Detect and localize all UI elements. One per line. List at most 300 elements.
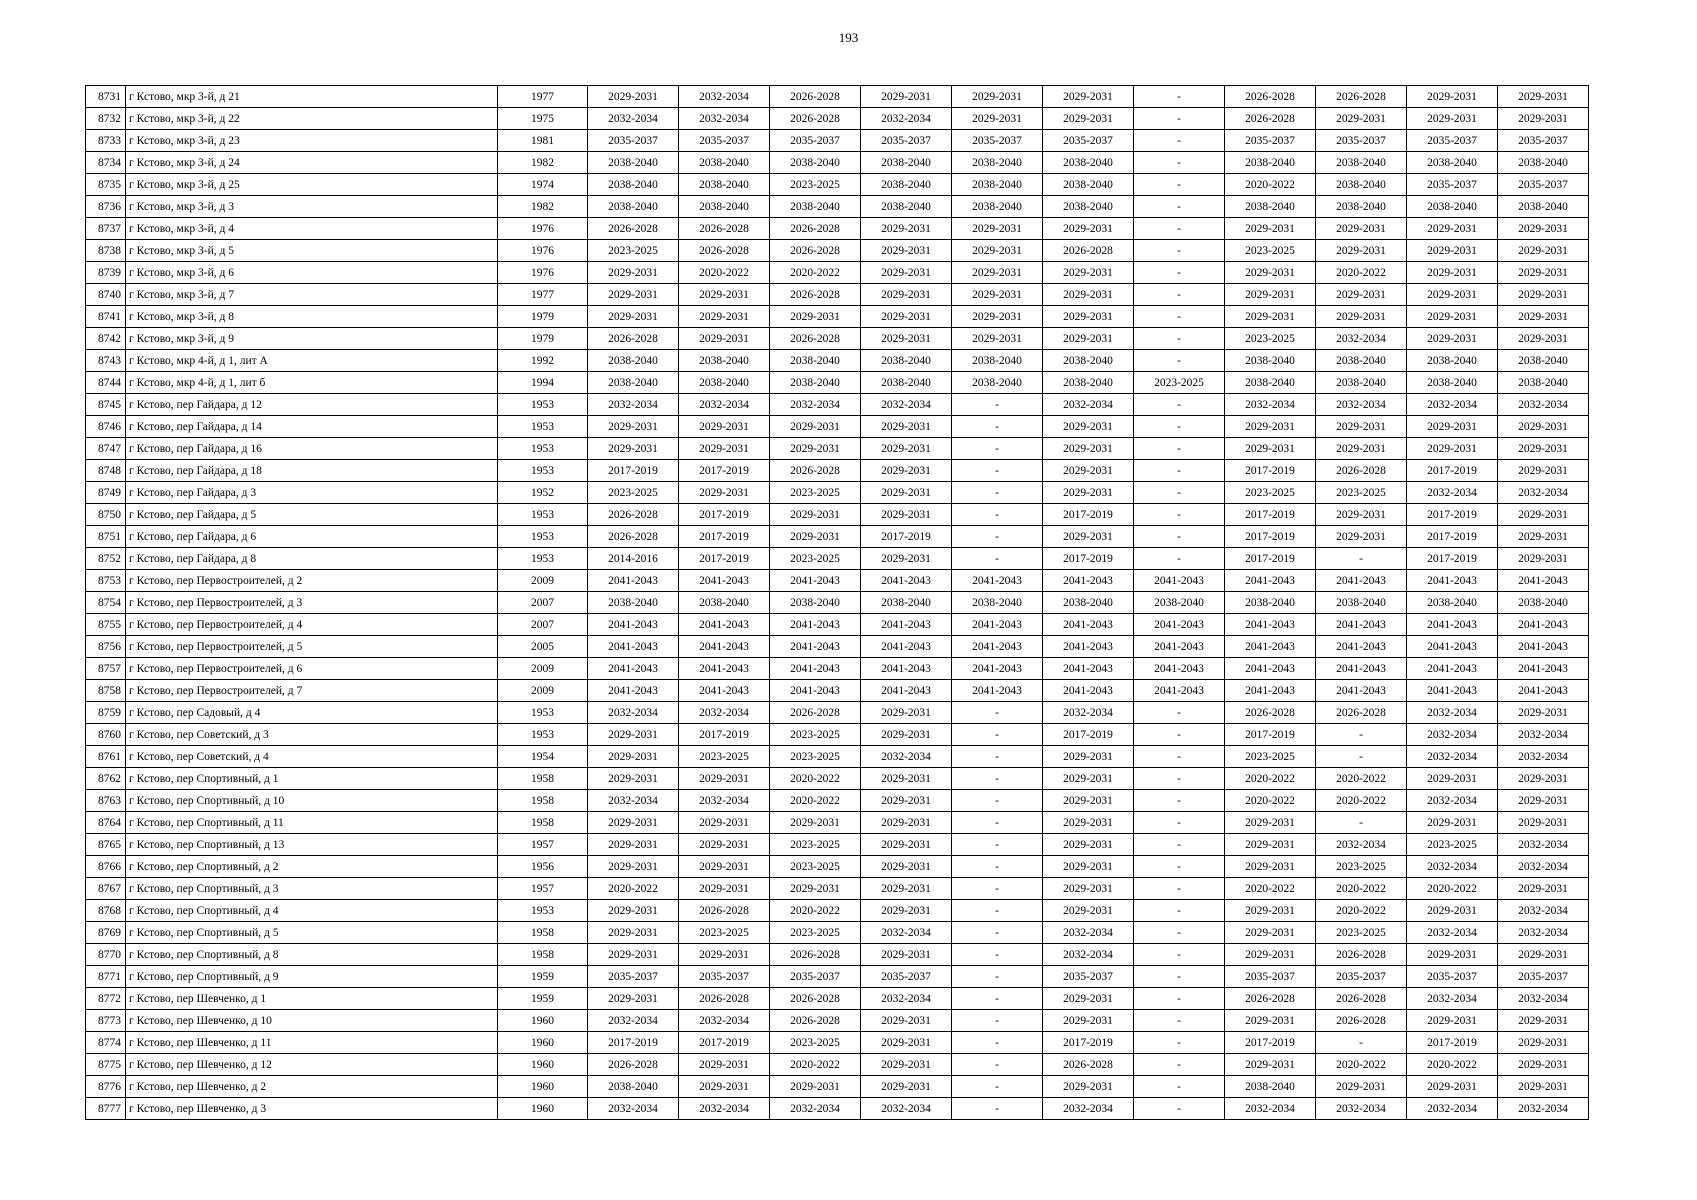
cell-p2: 2038-2040 [679, 152, 770, 174]
cell-p3: 2029-2031 [770, 416, 861, 438]
cell-address: г Кстово, пер Спортивный, д 3 [126, 878, 498, 900]
table-row [86, 878, 1589, 900]
cell-p8: 2035-2037 [1225, 130, 1316, 152]
cell-p2: 2029-2031 [679, 768, 770, 790]
cell-p5: - [952, 504, 1043, 526]
cell-id: 8743 [86, 350, 126, 372]
cell-p1: 2029-2031 [588, 438, 679, 460]
cell-year: 1979 [498, 328, 588, 350]
cell-p6: 2041-2043 [1043, 680, 1134, 702]
cell-p11: 2029-2031 [1498, 240, 1589, 262]
cell-p6: 2029-2031 [1043, 746, 1134, 768]
cell-p3: 2020-2022 [770, 790, 861, 812]
table-row [86, 86, 1589, 108]
table-row [86, 1010, 1589, 1032]
cell-p7: - [1134, 1010, 1225, 1032]
cell-p7: - [1134, 1098, 1225, 1120]
cell-p2: 2038-2040 [679, 372, 770, 394]
cell-year: 1958 [498, 768, 588, 790]
cell-p2: 2017-2019 [679, 724, 770, 746]
cell-address: г Кстово, пер Гайдара, д 5 [126, 504, 498, 526]
cell-p10: 2032-2034 [1407, 988, 1498, 1010]
cell-p3: 2038-2040 [770, 372, 861, 394]
cell-p8: 2038-2040 [1225, 350, 1316, 372]
cell-p2: 2026-2028 [679, 988, 770, 1010]
cell-p1: 2023-2025 [588, 482, 679, 504]
cell-p8: 2041-2043 [1225, 570, 1316, 592]
cell-p3: 2026-2028 [770, 86, 861, 108]
cell-p9: 2029-2031 [1316, 306, 1407, 328]
cell-p9: 2041-2043 [1316, 570, 1407, 592]
cell-p2: 2032-2034 [679, 86, 770, 108]
cell-p2: 2017-2019 [679, 548, 770, 570]
cell-p5: - [952, 1032, 1043, 1054]
table-row [86, 1054, 1589, 1076]
cell-p8: 2029-2031 [1225, 438, 1316, 460]
cell-id: 8751 [86, 526, 126, 548]
cell-p11: 2029-2031 [1498, 526, 1589, 548]
cell-p5: - [952, 856, 1043, 878]
cell-p5: 2038-2040 [952, 372, 1043, 394]
cell-p1: 2020-2022 [588, 878, 679, 900]
cell-p2: 2029-2031 [679, 856, 770, 878]
cell-id: 8742 [86, 328, 126, 350]
cell-id: 8753 [86, 570, 126, 592]
cell-p11: 2029-2031 [1498, 1076, 1589, 1098]
cell-p6: 2029-2031 [1043, 812, 1134, 834]
cell-p2: 2029-2031 [679, 878, 770, 900]
cell-address: г Кстово, пер Гайдара, д 6 [126, 526, 498, 548]
cell-p5: - [952, 724, 1043, 746]
cell-p10: 2038-2040 [1407, 152, 1498, 174]
cell-p11: 2029-2031 [1498, 1010, 1589, 1032]
cell-p5: 2041-2043 [952, 658, 1043, 680]
cell-id: 8746 [86, 416, 126, 438]
cell-p9: 2026-2028 [1316, 988, 1407, 1010]
cell-p11: 2041-2043 [1498, 636, 1589, 658]
cell-p5: - [952, 702, 1043, 724]
table-row [86, 416, 1589, 438]
cell-p2: 2020-2022 [679, 262, 770, 284]
cell-id: 8769 [86, 922, 126, 944]
cell-year: 1960 [498, 1010, 588, 1032]
cell-p6: 2029-2031 [1043, 1010, 1134, 1032]
table-row [86, 394, 1589, 416]
cell-p4: 2038-2040 [861, 350, 952, 372]
cell-p7: - [1134, 130, 1225, 152]
table-row [86, 1076, 1589, 1098]
cell-p2: 2017-2019 [679, 526, 770, 548]
cell-p4: 2029-2031 [861, 1076, 952, 1098]
cell-address: г Кстово, мкр 4-й, д 1, лит б [126, 372, 498, 394]
cell-p9: 2029-2031 [1316, 218, 1407, 240]
cell-address: г Кстово, мкр 3-й, д 4 [126, 218, 498, 240]
cell-p8: 2041-2043 [1225, 636, 1316, 658]
table-row [86, 614, 1589, 636]
cell-p10: 2023-2025 [1407, 834, 1498, 856]
cell-id: 8759 [86, 702, 126, 724]
cell-address: г Кстово, пер Первостроителей, д 2 [126, 570, 498, 592]
cell-p11: 2029-2031 [1498, 284, 1589, 306]
table-row [86, 834, 1589, 856]
table-row [86, 790, 1589, 812]
cell-p9: 2023-2025 [1316, 482, 1407, 504]
cell-p7: - [1134, 900, 1225, 922]
cell-id: 8767 [86, 878, 126, 900]
cell-p3: 2029-2031 [770, 526, 861, 548]
cell-p4: 2029-2031 [861, 438, 952, 460]
cell-year: 2007 [498, 614, 588, 636]
cell-p4: 2032-2034 [861, 988, 952, 1010]
cell-p1: 2038-2040 [588, 1076, 679, 1098]
table-row [86, 724, 1589, 746]
cell-p3: 2026-2028 [770, 240, 861, 262]
cell-p7: - [1134, 174, 1225, 196]
cell-p11: 2032-2034 [1498, 746, 1589, 768]
cell-p4: 2032-2034 [861, 922, 952, 944]
cell-address: г Кстово, пер Первостроителей, д 5 [126, 636, 498, 658]
cell-p5: 2038-2040 [952, 350, 1043, 372]
cell-p10: 2029-2031 [1407, 262, 1498, 284]
table-row [86, 328, 1589, 350]
cell-p5: 2038-2040 [952, 196, 1043, 218]
cell-p6: 2029-2031 [1043, 834, 1134, 856]
cell-p8: 2041-2043 [1225, 680, 1316, 702]
cell-p7: - [1134, 196, 1225, 218]
cell-p4: 2038-2040 [861, 196, 952, 218]
cell-id: 8737 [86, 218, 126, 240]
cell-address: г Кстово, пер Шевченко, д 3 [126, 1098, 498, 1120]
cell-id: 8752 [86, 548, 126, 570]
cell-p11: 2029-2031 [1498, 262, 1589, 284]
cell-p1: 2035-2037 [588, 130, 679, 152]
cell-p3: 2026-2028 [770, 944, 861, 966]
cell-year: 1959 [498, 988, 588, 1010]
cell-p2: 2038-2040 [679, 350, 770, 372]
cell-p6: 2035-2037 [1043, 130, 1134, 152]
cell-year: 1960 [498, 1032, 588, 1054]
cell-year: 1976 [498, 240, 588, 262]
cell-p11: 2041-2043 [1498, 570, 1589, 592]
cell-p6: 2032-2034 [1043, 394, 1134, 416]
cell-p1: 2032-2034 [588, 790, 679, 812]
cell-p7: - [1134, 878, 1225, 900]
cell-p10: 2032-2034 [1407, 790, 1498, 812]
cell-p6: 2026-2028 [1043, 1054, 1134, 1076]
cell-p8: 2026-2028 [1225, 702, 1316, 724]
cell-p3: 2029-2031 [770, 504, 861, 526]
cell-p10: 2041-2043 [1407, 658, 1498, 680]
cell-p8: 2020-2022 [1225, 790, 1316, 812]
cell-p4: 2041-2043 [861, 570, 952, 592]
cell-p11: 2029-2031 [1498, 878, 1589, 900]
cell-p1: 2032-2034 [588, 108, 679, 130]
cell-p6: 2029-2031 [1043, 768, 1134, 790]
table-row [86, 746, 1589, 768]
cell-p1: 2032-2034 [588, 1010, 679, 1032]
cell-p6: 2038-2040 [1043, 152, 1134, 174]
cell-address: г Кстово, мкр 4-й, д 1, лит А [126, 350, 498, 372]
cell-year: 1953 [498, 504, 588, 526]
cell-p9: 2038-2040 [1316, 174, 1407, 196]
cell-p5: 2038-2040 [952, 152, 1043, 174]
cell-p7: 2023-2025 [1134, 372, 1225, 394]
cell-p4: 2041-2043 [861, 658, 952, 680]
cell-id: 8734 [86, 152, 126, 174]
cell-p6: 2041-2043 [1043, 614, 1134, 636]
cell-p5: - [952, 394, 1043, 416]
cell-id: 8740 [86, 284, 126, 306]
cell-year: 1957 [498, 878, 588, 900]
cell-address: г Кстово, пер Шевченко, д 11 [126, 1032, 498, 1054]
cell-p2: 2029-2031 [679, 482, 770, 504]
cell-address: г Кстово, пер Шевченко, д 10 [126, 1010, 498, 1032]
cell-p7: - [1134, 306, 1225, 328]
cell-p5: - [952, 482, 1043, 504]
table-row [86, 1032, 1589, 1054]
table-row [86, 438, 1589, 460]
cell-p10: 2032-2034 [1407, 702, 1498, 724]
cell-p7: - [1134, 394, 1225, 416]
cell-p1: 2038-2040 [588, 174, 679, 196]
cell-year: 1953 [498, 724, 588, 746]
cell-p9: 2032-2034 [1316, 834, 1407, 856]
cell-id: 8766 [86, 856, 126, 878]
cell-p11: 2032-2034 [1498, 922, 1589, 944]
cell-p3: 2029-2031 [770, 812, 861, 834]
cell-id: 8775 [86, 1054, 126, 1076]
cell-p2: 2029-2031 [679, 438, 770, 460]
cell-p3: 2023-2025 [770, 482, 861, 504]
cell-p5: - [952, 790, 1043, 812]
cell-p3: 2026-2028 [770, 460, 861, 482]
cell-p2: 2029-2031 [679, 944, 770, 966]
cell-year: 1959 [498, 966, 588, 988]
cell-p6: 2029-2031 [1043, 900, 1134, 922]
cell-address: г Кстово, пер Спортивный, д 11 [126, 812, 498, 834]
cell-p11: 2038-2040 [1498, 592, 1589, 614]
cell-p7: - [1134, 724, 1225, 746]
cell-p6: 2017-2019 [1043, 1032, 1134, 1054]
cell-p11: 2035-2037 [1498, 130, 1589, 152]
cell-p10: 2029-2031 [1407, 768, 1498, 790]
cell-p3: 2026-2028 [770, 328, 861, 350]
cell-p10: 2029-2031 [1407, 900, 1498, 922]
cell-p5: - [952, 416, 1043, 438]
cell-p10: 2038-2040 [1407, 592, 1498, 614]
cell-id: 8768 [86, 900, 126, 922]
cell-id: 8761 [86, 746, 126, 768]
cell-p9: 2035-2037 [1316, 130, 1407, 152]
cell-p2: 2041-2043 [679, 570, 770, 592]
cell-p7: - [1134, 1076, 1225, 1098]
table-row [86, 922, 1589, 944]
cell-p1: 2029-2031 [588, 262, 679, 284]
cell-p4: 2029-2031 [861, 1032, 952, 1054]
cell-p5: - [952, 746, 1043, 768]
cell-p1: 2041-2043 [588, 680, 679, 702]
cell-p9: 2020-2022 [1316, 878, 1407, 900]
cell-p10: 2020-2022 [1407, 1054, 1498, 1076]
cell-address: г Кстово, пер Гайдара, д 16 [126, 438, 498, 460]
cell-p9: 2029-2031 [1316, 1076, 1407, 1098]
cell-p5: - [952, 768, 1043, 790]
cell-p3: 2020-2022 [770, 768, 861, 790]
cell-p8: 2029-2031 [1225, 812, 1316, 834]
cell-p8: 2017-2019 [1225, 526, 1316, 548]
cell-p8: 2017-2019 [1225, 548, 1316, 570]
cell-p4: 2041-2043 [861, 680, 952, 702]
cell-p3: 2023-2025 [770, 1032, 861, 1054]
cell-p5: 2029-2031 [952, 86, 1043, 108]
cell-p4: 2029-2031 [861, 834, 952, 856]
table-row [86, 680, 1589, 702]
cell-address: г Кстово, пер Гайдара, д 14 [126, 416, 498, 438]
cell-p7: 2041-2043 [1134, 614, 1225, 636]
cell-p3: 2038-2040 [770, 152, 861, 174]
cell-p9: 2041-2043 [1316, 614, 1407, 636]
cell-p4: 2029-2031 [861, 240, 952, 262]
cell-p3: 2026-2028 [770, 702, 861, 724]
cell-p9: 2029-2031 [1316, 526, 1407, 548]
table-row [86, 218, 1589, 240]
cell-p11: 2032-2034 [1498, 900, 1589, 922]
cell-p7: - [1134, 944, 1225, 966]
cell-p5: - [952, 1054, 1043, 1076]
cell-p6: 2032-2034 [1043, 702, 1134, 724]
cell-p2: 2017-2019 [679, 1032, 770, 1054]
cell-p10: 2017-2019 [1407, 460, 1498, 482]
cell-year: 2007 [498, 592, 588, 614]
cell-p4: 2029-2031 [861, 724, 952, 746]
cell-p11: 2029-2031 [1498, 1032, 1589, 1054]
table-row [86, 1098, 1589, 1120]
cell-address: г Кстово, мкр 3-й, д 7 [126, 284, 498, 306]
cell-id: 8741 [86, 306, 126, 328]
cell-p2: 2035-2037 [679, 966, 770, 988]
cell-p3: 2026-2028 [770, 988, 861, 1010]
cell-id: 8774 [86, 1032, 126, 1054]
cell-p11: 2029-2031 [1498, 218, 1589, 240]
cell-p1: 2029-2031 [588, 834, 679, 856]
cell-p6: 2029-2031 [1043, 878, 1134, 900]
cell-p8: 2017-2019 [1225, 1032, 1316, 1054]
cell-p5: - [952, 812, 1043, 834]
cell-p8: 2023-2025 [1225, 328, 1316, 350]
cell-p11: 2038-2040 [1498, 350, 1589, 372]
cell-address: г Кстово, пер Спортивный, д 10 [126, 790, 498, 812]
cell-id: 8736 [86, 196, 126, 218]
cell-year: 1982 [498, 152, 588, 174]
cell-p2: 2026-2028 [679, 900, 770, 922]
cell-p5: 2041-2043 [952, 636, 1043, 658]
cell-p8: 2029-2031 [1225, 922, 1316, 944]
cell-id: 8765 [86, 834, 126, 856]
cell-p7: - [1134, 988, 1225, 1010]
cell-year: 1960 [498, 1054, 588, 1076]
cell-p10: 2029-2031 [1407, 328, 1498, 350]
cell-p11: 2041-2043 [1498, 658, 1589, 680]
cell-id: 8755 [86, 614, 126, 636]
cell-address: г Кстово, пер Гайдара, д 3 [126, 482, 498, 504]
cell-p5: - [952, 548, 1043, 570]
cell-p6: 2026-2028 [1043, 240, 1134, 262]
cell-p1: 2026-2028 [588, 504, 679, 526]
cell-id: 8750 [86, 504, 126, 526]
cell-year: 1953 [498, 394, 588, 416]
cell-p6: 2038-2040 [1043, 196, 1134, 218]
cell-p6: 2017-2019 [1043, 548, 1134, 570]
cell-p5: - [952, 900, 1043, 922]
cell-p4: 2032-2034 [861, 1098, 952, 1120]
cell-p8: 2017-2019 [1225, 724, 1316, 746]
cell-p5: - [952, 988, 1043, 1010]
cell-p4: 2029-2031 [861, 328, 952, 350]
table-row [86, 372, 1589, 394]
cell-p1: 2029-2031 [588, 856, 679, 878]
cell-p8: 2038-2040 [1225, 592, 1316, 614]
cell-p11: 2038-2040 [1498, 152, 1589, 174]
cell-p1: 2038-2040 [588, 196, 679, 218]
cell-p9: 2038-2040 [1316, 592, 1407, 614]
cell-p5: 2029-2031 [952, 306, 1043, 328]
table-row [86, 262, 1589, 284]
cell-p9: 2032-2034 [1316, 328, 1407, 350]
cell-year: 1953 [498, 900, 588, 922]
cell-p1: 2041-2043 [588, 636, 679, 658]
cell-p1: 2017-2019 [588, 1032, 679, 1054]
cell-p7: - [1134, 504, 1225, 526]
cell-p10: 2041-2043 [1407, 614, 1498, 636]
cell-p2: 2017-2019 [679, 504, 770, 526]
cell-p7: - [1134, 152, 1225, 174]
cell-year: 2009 [498, 570, 588, 592]
cell-p8: 2029-2031 [1225, 856, 1316, 878]
table-row [86, 196, 1589, 218]
cell-p10: 2032-2034 [1407, 482, 1498, 504]
cell-p2: 2041-2043 [679, 636, 770, 658]
cell-p6: 2032-2034 [1043, 944, 1134, 966]
cell-id: 8745 [86, 394, 126, 416]
cell-p1: 2032-2034 [588, 394, 679, 416]
cell-year: 1953 [498, 460, 588, 482]
cell-id: 8773 [86, 1010, 126, 1032]
cell-p5: - [952, 944, 1043, 966]
cell-p1: 2026-2028 [588, 218, 679, 240]
cell-p9: 2023-2025 [1316, 922, 1407, 944]
cell-p5: 2035-2037 [952, 130, 1043, 152]
cell-p1: 2014-2016 [588, 548, 679, 570]
cell-p11: 2029-2031 [1498, 944, 1589, 966]
cell-p6: 2032-2034 [1043, 922, 1134, 944]
cell-p8: 2029-2031 [1225, 416, 1316, 438]
cell-p10: 2029-2031 [1407, 416, 1498, 438]
cell-p5: 2041-2043 [952, 680, 1043, 702]
cell-p10: 2041-2043 [1407, 680, 1498, 702]
table-row [86, 482, 1589, 504]
cell-p11: 2041-2043 [1498, 680, 1589, 702]
cell-p7: 2041-2043 [1134, 570, 1225, 592]
cell-p4: 2038-2040 [861, 174, 952, 196]
cell-address: г Кстово, пер Первостроителей, д 7 [126, 680, 498, 702]
cell-p1: 2029-2031 [588, 86, 679, 108]
cell-p3: 2026-2028 [770, 218, 861, 240]
cell-p8: 2026-2028 [1225, 108, 1316, 130]
cell-year: 1953 [498, 438, 588, 460]
cell-year: 1977 [498, 284, 588, 306]
cell-p8: 2029-2031 [1225, 1010, 1316, 1032]
cell-address: г Кстово, мкр 3-й, д 9 [126, 328, 498, 350]
